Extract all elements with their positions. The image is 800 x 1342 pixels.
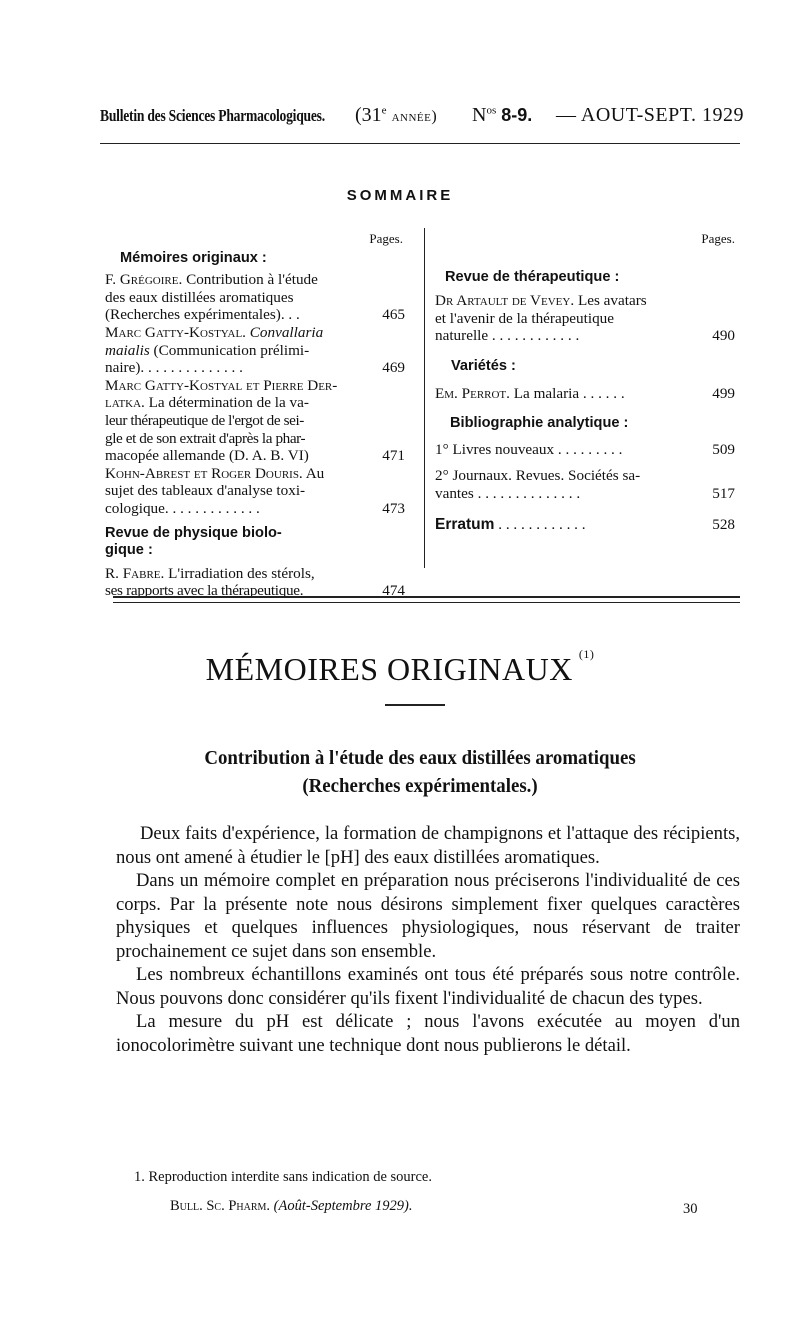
toc-entry: 2° Journaux. Revues. Sociétés sa- vantes . . . . . . . . . . . . . . 517 [435,467,735,502]
sommaire-title: SOMMAIRE [346,187,454,204]
separator-rule-thin [113,602,740,603]
sommaire-right-column [435,230,735,533]
sommaire-left-column [105,230,405,600]
pages-label: Pages. [369,231,403,246]
toc-entry: Marc Gatty-Kostyal. Convallaria maialis (Communication prélimi- naire). . . . . . . . . . . . . . 469 [105,323,405,377]
pages-label: Pages. [701,231,735,246]
section-bibliographie: Bibliographie analytique : [450,415,629,432]
toc-entry: Em. Perrot. La malaria . . . . . . 499 [435,384,735,402]
toc-entry: Kohn-Abrest et Roger Douris. Au sujet des tableaux d'analyse toxi- cologique. . . . . . . . . . . . . 473 [105,464,405,517]
section-therapeutique: Revue de thérapeutique : [445,268,620,285]
section-physique: Revue de physique biolo- [105,524,282,541]
toc-page: 471 [382,446,405,464]
toc-entry-erratum: Erratum . . . . . . . . . . . . 528 [435,515,735,533]
footnote-marker: (1) [578,647,595,661]
footer-reference: Bull. Sc. Pharm. (Août-Septembre 1929). [170,1198,413,1214]
issue-year: (31e année) [355,104,438,126]
toc-page: 469 [382,358,405,376]
heading-rule [385,704,445,706]
journal-title: Bulletin des Sciences Pharmacologiques. [100,106,325,125]
issue-date: — AOUT-SEPT. 1929 [556,104,744,126]
section-heading: MÉMOIRES ORIGINAUX $^{(1)}$ [205,647,595,687]
paragraph: Les nombreux échantillons examinés ont tous été préparés sous notre contrôle. Nous pouvons donc considérer qu'ils fixent l'individualité de chacun des types. [116,964,740,1009]
header-rule [100,143,740,144]
section-memoires: Mémoires originaux : [120,249,267,266]
paragraph: Deux faits d'expérience, la formation de champignons et l'attaque des récipients, nous ont amené à étudier le [pH] des eaux distillées aromatiques. [116,823,740,868]
issue-number: $N^{os}$ 8-9. [472,104,533,126]
toc-page: 465 [382,306,405,324]
paragraph: Dans un mémoire complet en préparation nous préciserons l'individualité de ces corps. Par la présente note nous désirons simplement fixer quelques caractères physiques et quelques influences physiologiques, nous réservant de traiter prochainement ce sujet dans son ensemble. [116,870,740,962]
section-varietes: Variétés : [451,357,516,374]
section-physique-cont: gique : [105,542,153,559]
article-body [116,822,740,1057]
toc-entry: Dr Artault de Vevey. Les avatars et l'avenir de la thérapeutique naturelle . . . . . . . . . . . . 490 [435,292,735,345]
toc-entry: 1° Livres nouveaux . . . . . . . . . 509 [435,440,735,458]
toc-page: 517 [712,484,735,502]
toc-entry: R. Fabre. L'irradiation des stérols, ses rapports avec la thérapeutique. 474 [105,564,405,600]
paragraph: La mesure du pH est délicate ; nous l'avons exécutée au moyen d'un ionocolorimètre suivant une technique dont nous publierons le détail. [116,1011,740,1056]
toc-entry: Marc Gatty-Kostyal et Pierre Der- latka. La détermination de la va- leur thérapeutique de l'ergot de sei- gle et de son extrait d'après la phar- macopée allemande (D. A. B. VI) 471 [105,376,405,465]
toc-page: 509 [712,440,735,458]
page-number: 30 [683,1201,698,1217]
running-header [100,104,744,134]
toc-page: 528 [712,515,735,533]
separator-rule [113,596,740,598]
toc-page: 474 [382,582,405,600]
toc-page: 499 [712,384,735,402]
article-title: Contribution à l'étude des eaux distillées aromatiques (Recherches expérimentales.) [204,747,636,797]
toc-entry: F. Grégoire. Contribution à l'étude des eaux distillées aromatiques (Recherches expérimentales). . . 465 [105,271,405,324]
toc-page: 490 [712,327,735,345]
toc-page: 473 [382,499,405,517]
column-divider [424,228,425,568]
footnote: 1. Reproduction interdite sans indication de source. [134,1169,432,1185]
